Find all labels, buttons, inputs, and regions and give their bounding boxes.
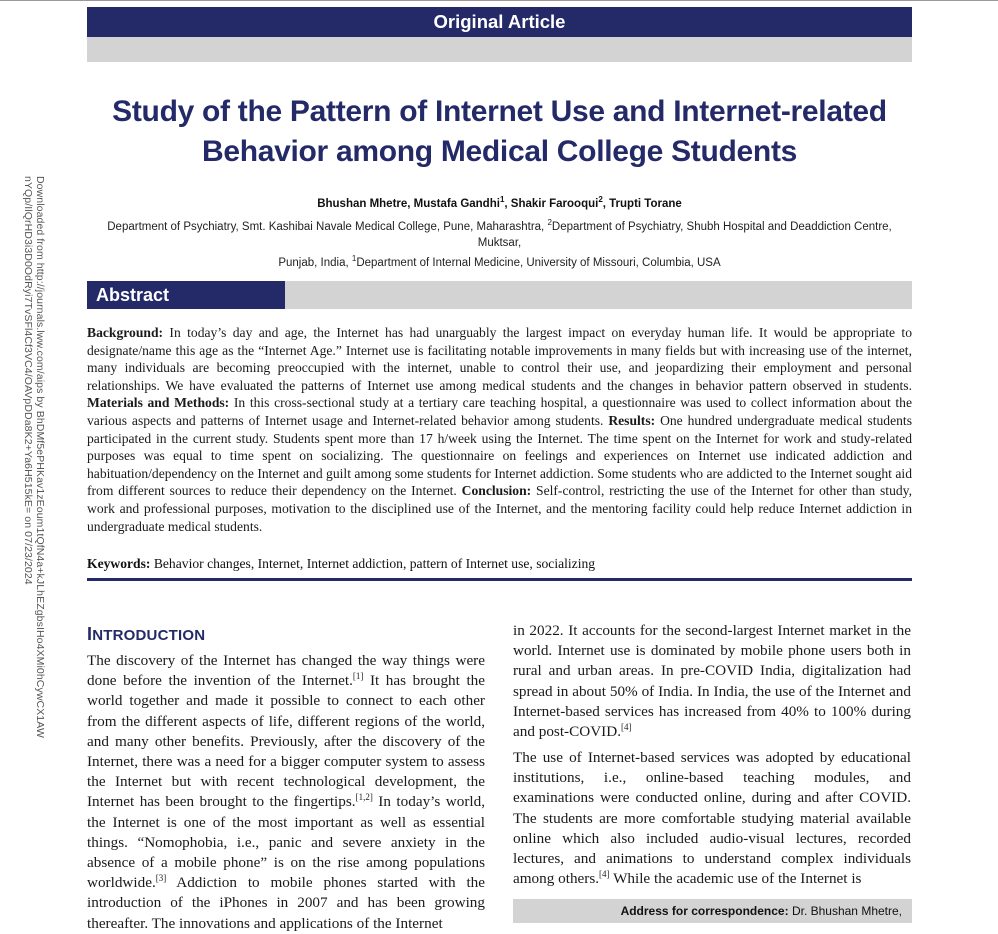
author-superscript: 2 <box>598 195 603 204</box>
author-name-part: , Shakir Farooqui <box>504 197 599 210</box>
abstract-conclusion-text: Self-control, restricting the use of the Internet for other than study, work and professional purposes, motivation to the disciplined use of the Internet, and the mentoring facility could help reduce Internet addiction in undergraduate medical students. <box>87 483 912 534</box>
intro-text: in 2022. It accounts for the second-largest Internet market in the world. Internet use is dominated by mobile phone users both in rural and urban areas. In pre-COVID India, digitalization had spread in about 50% of India. In India, the use of the Internet and Internet-based services has increased from 40% to 100% during and post-COVID. <box>513 622 911 741</box>
keywords-label: Keywords: <box>87 556 151 571</box>
article-title-line-1: Study of the Pattern of Internet Use and Internet-related <box>112 95 887 128</box>
intro-text: Addiction to mobile phones started with the introduction of the iPhones in 2007 and has been growing thereafter. The innovations and applications of the Internet <box>87 874 485 932</box>
abstract-background-text: In today’s day and age, the Internet has had unarguably the largest impact on everyday human life. It would be appropriate to designate/name this age as the “Internet Age.” Internet use is facilitating notable improvements in many fields but with increasing use of the internet, many individuals are becoming preoccupied with the internet, unable to control their use, and jeopardizing their employment and personal relationships. We have evaluated the patterns of Internet use among medical students and the changes in behavior pattern observed in students. <box>87 325 912 393</box>
download-watermark-line-2: nYQp/IlQrHD3i3D0OdRyi7TvSFl4Cf3VC4/OAVpDDa8K2+Ya6H515kE= on 07/23/2024 <box>22 176 34 585</box>
citation-ref: [1,2] <box>355 792 373 803</box>
introduction-right-paragraph-1 <box>513 621 911 742</box>
citation-ref: [1] <box>352 671 364 682</box>
introduction-heading-rest: NTRODUCTION <box>92 627 206 644</box>
affiliation-text: Punjab, India, <box>278 256 352 269</box>
abstract-methods-text: In this cross-sectional study at a tertiary care teaching hospital, a questionnaire was used to collect information about the various aspects and patterns of Internet usage and Internet-related behavior among students. <box>87 395 913 428</box>
abstract-body <box>87 324 912 535</box>
citation-ref: [4] <box>599 869 610 880</box>
correspondence-text: Dr. Bhushan Mhetre, <box>788 904 902 918</box>
affiliations <box>92 215 907 271</box>
section-divider <box>87 578 912 581</box>
author-name-part: Bhushan Mhetre, Mustafa Gandhi <box>317 197 500 210</box>
keywords <box>87 555 912 572</box>
top-border-line <box>0 0 998 1</box>
download-watermark-line-1: Downloaded from http://journals.lww.com/aips by BhDMf5ePHKav1zEoum1tQfN4a+kJLhEZgbsIHo4XMi0hCywCX1AW <box>34 176 46 738</box>
introduction-heading-initial: I <box>87 624 93 644</box>
article-title-line-2: Behavior among Medical College Students <box>201 135 798 168</box>
introduction-heading <box>87 624 205 645</box>
abstract-results-text: One hundred undergraduate medical students participated in the current study. Students spent more than 17 h/week using the Internet. The time spent on the Internet for work and study-related purposes was equal to time spent on socializing. The questionnaire on feelings and experiences on Internet use indicated addiction and habituation/dependency on the Internet and guilt among some students for Internet addiction. Some students who are addicted to the Internet sought aid from different sources to reduce their dependency on the Internet. <box>87 412 912 499</box>
introduction-left-column <box>87 651 485 934</box>
banner-gray-strip <box>87 37 912 62</box>
abstract-results-label: Results: <box>608 412 656 428</box>
author-name-part: , Trupti Torane <box>602 197 682 210</box>
introduction-right-paragraph-2 <box>513 748 911 889</box>
author-superscript: 1 <box>499 195 505 204</box>
abstract-conclusion-label: Conclusion: <box>461 483 532 499</box>
keywords-text: Behavior changes, Internet, Internet addiction, pattern of Internet use, socializing <box>150 556 596 571</box>
affiliation-superscript: 1 <box>351 253 357 263</box>
intro-text: It has brought the world together and made it possible to connect to each other from the different aspects of life, different regions of the world, and many other benefits. Previously, after the discovery of the Internet, there was a need for a bigger computer system to assess the Internet but with recent technological development, the Internet has been brought to the fingertips. <box>87 672 485 811</box>
intro-text: The discovery of the Internet has changed the way things were done before the invention of the Internet. <box>87 652 485 690</box>
download-watermark <box>22 176 46 786</box>
affiliation-text: Department of Internal Medicine, University of Missouri, Columbia, USA <box>356 256 721 269</box>
abstract-methods-label: Materials and Methods: <box>87 395 230 411</box>
citation-ref: [3] <box>155 873 167 884</box>
abstract-background-label: Background: <box>87 325 164 340</box>
author-list <box>87 195 912 210</box>
citation-ref: [4] <box>621 722 632 733</box>
correspondence-box <box>513 899 912 923</box>
correspondence-label: Address for correspondence: <box>620 904 789 918</box>
article-type-banner: Original Article <box>87 7 912 37</box>
intro-text: The use of Internet-based services was adopted by educational institutions, i.e., online-based teaching modules, and examinations were conducted online, during and after COVID. The students are more comfortable studying material available online which also included audio-visual lectures, recorded lectures, and animations to understand complex individuals among others. <box>513 749 911 888</box>
affiliation-superscript: 2 <box>547 218 552 227</box>
affiliation-text: Department of Psychiatry, Smt. Kashibai Navale Medical College, Pune, Maharashtra, <box>107 220 548 233</box>
intro-text: In today’s world, the Internet is one of the most important as well as essential things. “Nomophobia, i.e., panic and severe anxiety in the absence of a mobile phone” is on the rise among populations worldwide. <box>87 793 485 892</box>
affiliation-text: Department of Psychiatry, Shubh Hospital and Deaddiction Centre, Muktsar, <box>477 220 892 249</box>
article-title <box>87 92 912 172</box>
abstract-heading: Abstract <box>87 281 285 309</box>
intro-text: While the academic use of the Internet is <box>609 870 862 888</box>
